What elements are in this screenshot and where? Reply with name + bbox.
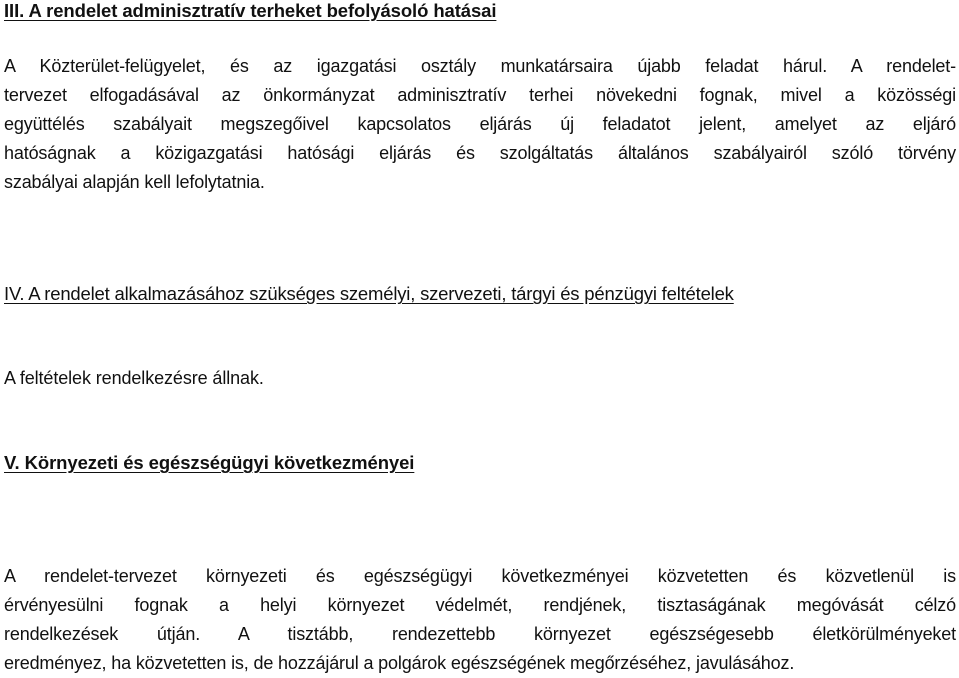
section-4-heading: IV. A rendelet alkalmazásához szükséges személyi, szervezeti, tárgyi és pénzügyi feltételek	[4, 283, 734, 304]
paragraph-line: szabályai alapján kell lefolytatnia.	[4, 172, 265, 192]
paragraph-line: eredményez, ha közvetetten is, de hozzájárul a polgárok egészségének megőrzéséhez, javulásához.	[4, 653, 795, 673]
section-3-paragraph	[4, 52, 956, 197]
paragraph-line: tervezet elfogadásával az önkormányzat adminisztratív terhei növekedni fognak, mivel a közösségi	[4, 85, 956, 105]
paragraph-line: érvényesülni fognak a helyi környezet védelmét, rendjének, tisztaságának megóvását célzó	[4, 595, 956, 615]
paragraph-line: rendelkezések útján. A tisztább, rendezettebb környezet egészségesebb életkörülményeket	[4, 624, 956, 644]
paragraph-line: hatóságnak a közigazgatási hatósági eljárás és szolgáltatás általános szabályairól szóló törvény	[4, 143, 956, 163]
paragraph-line: A Közterület-felügyelet, és az igazgatási osztály munkatársaira újabb feladat hárul. A rendelet-	[4, 56, 956, 76]
section-5-heading: V. Környezeti és egészségügyi következményei	[4, 452, 415, 473]
section-3-heading: III. A rendelet adminisztratív terheket befolyásoló hatásai	[4, 0, 497, 21]
section-5-paragraph	[4, 562, 956, 678]
paragraph-line: A rendelet-tervezet környezeti és egészségügyi következményei közvetetten és közvetlenül is	[4, 566, 956, 586]
section-4-text: A feltételek rendelkezésre állnak.	[4, 368, 264, 388]
paragraph-line: együttélés szabályait megszegőivel kapcsolatos eljárás új feladatot jelent, amelyet az eljáró	[4, 114, 956, 134]
